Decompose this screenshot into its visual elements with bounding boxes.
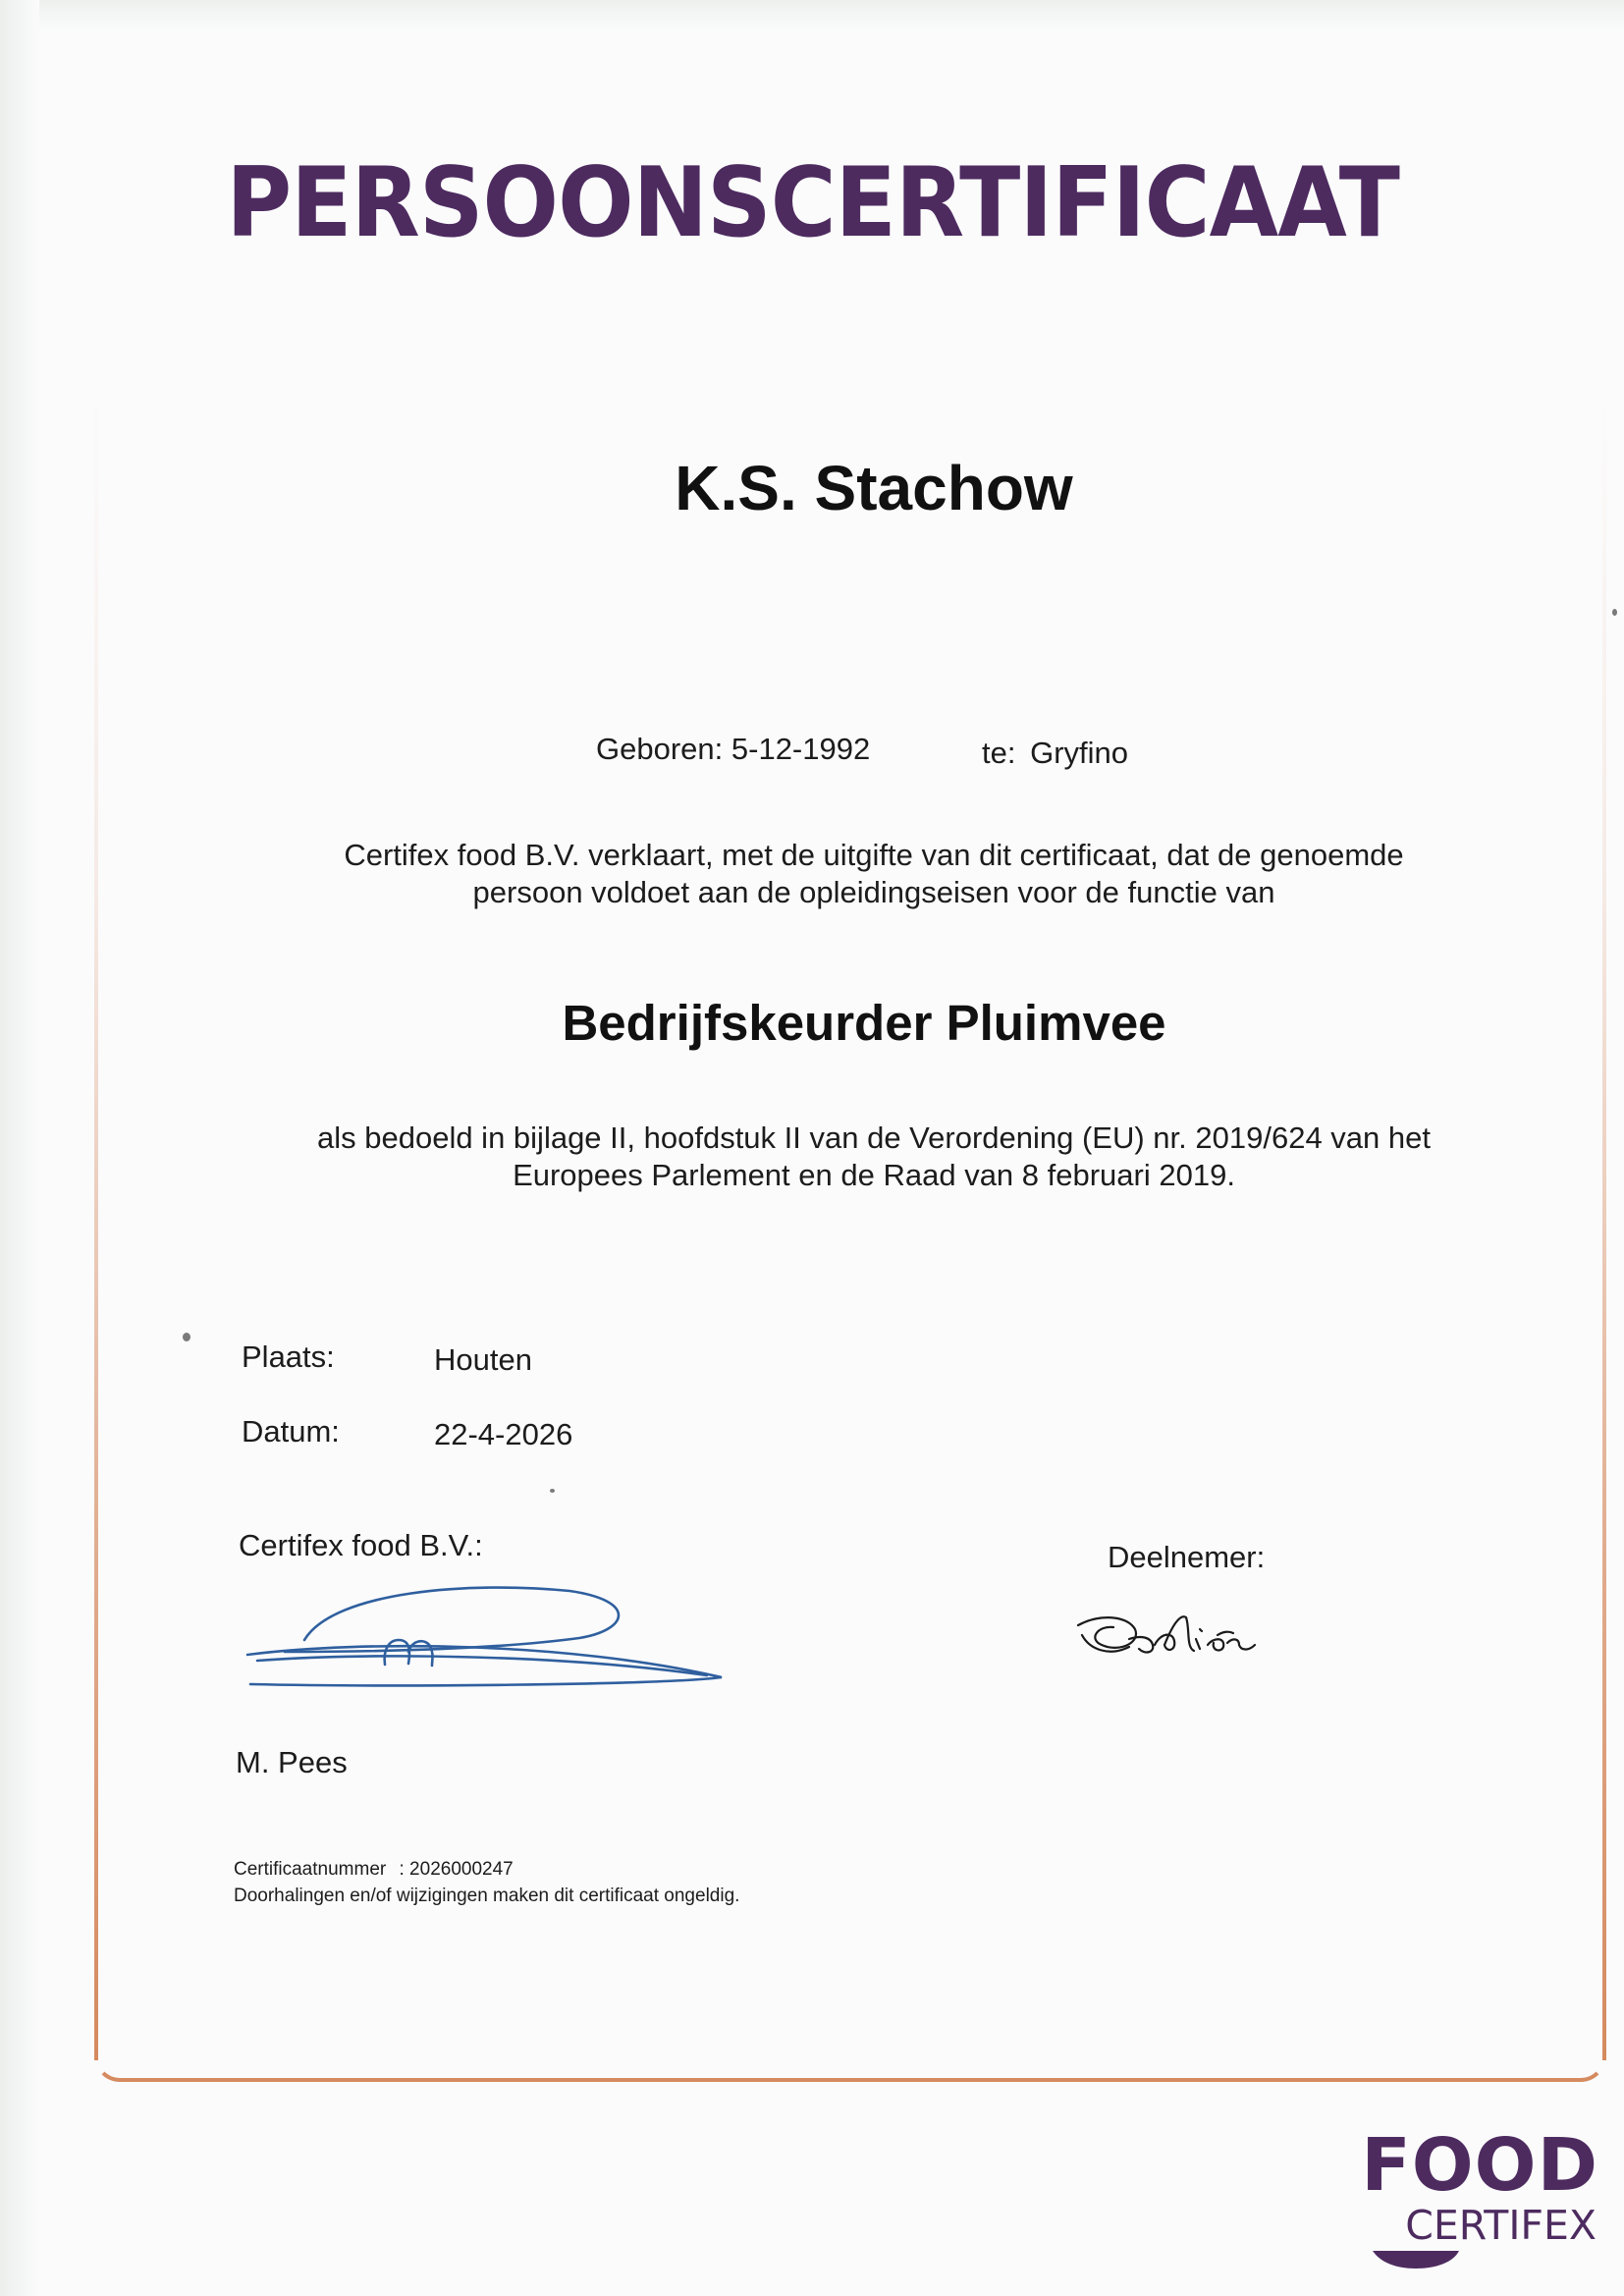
regulation-reference: [216, 1120, 1532, 1194]
birth-place-label: te:: [982, 736, 1016, 770]
scan-speck: [183, 1333, 190, 1341]
certificate-border-left: [94, 393, 98, 2060]
date-label: Datum:: [242, 1414, 340, 1449]
issuer-signer-name: M. Pees: [236, 1745, 348, 1779]
certification-statement: [216, 837, 1532, 911]
date-value: 22-4-2026: [434, 1417, 573, 1451]
certificate-title: PERSOONSCERTIFICAAT: [226, 147, 1400, 259]
regulation-line: als bedoeld in bijlage II, hoofdstuk II van de Verordening (EU) nr. 2019/624 van het: [317, 1121, 1431, 1155]
issuer-label: Certifex food B.V.:: [239, 1528, 483, 1562]
participant-label: Deelnemer:: [1108, 1540, 1266, 1574]
place-value: Houten: [434, 1342, 532, 1377]
food-certifex-logo: [1361, 2123, 1598, 2286]
validity-disclaimer: Doorhalingen en/of wijzigingen maken dit certificaat ongeldig.: [234, 1886, 740, 1906]
certificate-border-right: [1602, 393, 1606, 2060]
birth-place-info: [982, 736, 1128, 771]
place-label: Plaats:: [242, 1339, 335, 1374]
birth-place: Gryfino: [1030, 736, 1129, 770]
certificate-number-value: : 2026000247: [399, 1859, 514, 1880]
born-date: 5-12-1992: [731, 732, 871, 766]
statement-line: Certifex food B.V. verklaart, met de uitgifte van dit certificaat, dat de genoemde: [344, 838, 1404, 872]
participant-signature: [1070, 1596, 1306, 1684]
holder-name: K.S. Stachow: [675, 453, 1073, 523]
scan-speck: [550, 1489, 555, 1493]
logo-word-certifex: CERTIFEX: [1405, 2202, 1597, 2249]
born-label: Geboren:: [596, 732, 724, 766]
logo-word-food: FOOD: [1361, 2123, 1598, 2208]
issuer-signature: [245, 1561, 736, 1689]
function-title: Bedrijfskeurder Pluimvee: [562, 995, 1166, 1051]
scan-speck: [1612, 609, 1617, 616]
scan-edge: [0, 0, 1624, 31]
scan-edge: [0, 0, 39, 2296]
birth-info: [596, 732, 870, 767]
statement-line: persoon voldoet aan de opleidingseisen voor de functie van: [472, 875, 1275, 909]
logo-swoosh-icon: [1371, 2247, 1469, 2272]
regulation-line: Europees Parlement en de Raad van 8 februari 2019.: [513, 1158, 1235, 1192]
certificate-number-label: Certificaatnummer: [234, 1859, 387, 1880]
certificate-number: [234, 1859, 514, 1881]
